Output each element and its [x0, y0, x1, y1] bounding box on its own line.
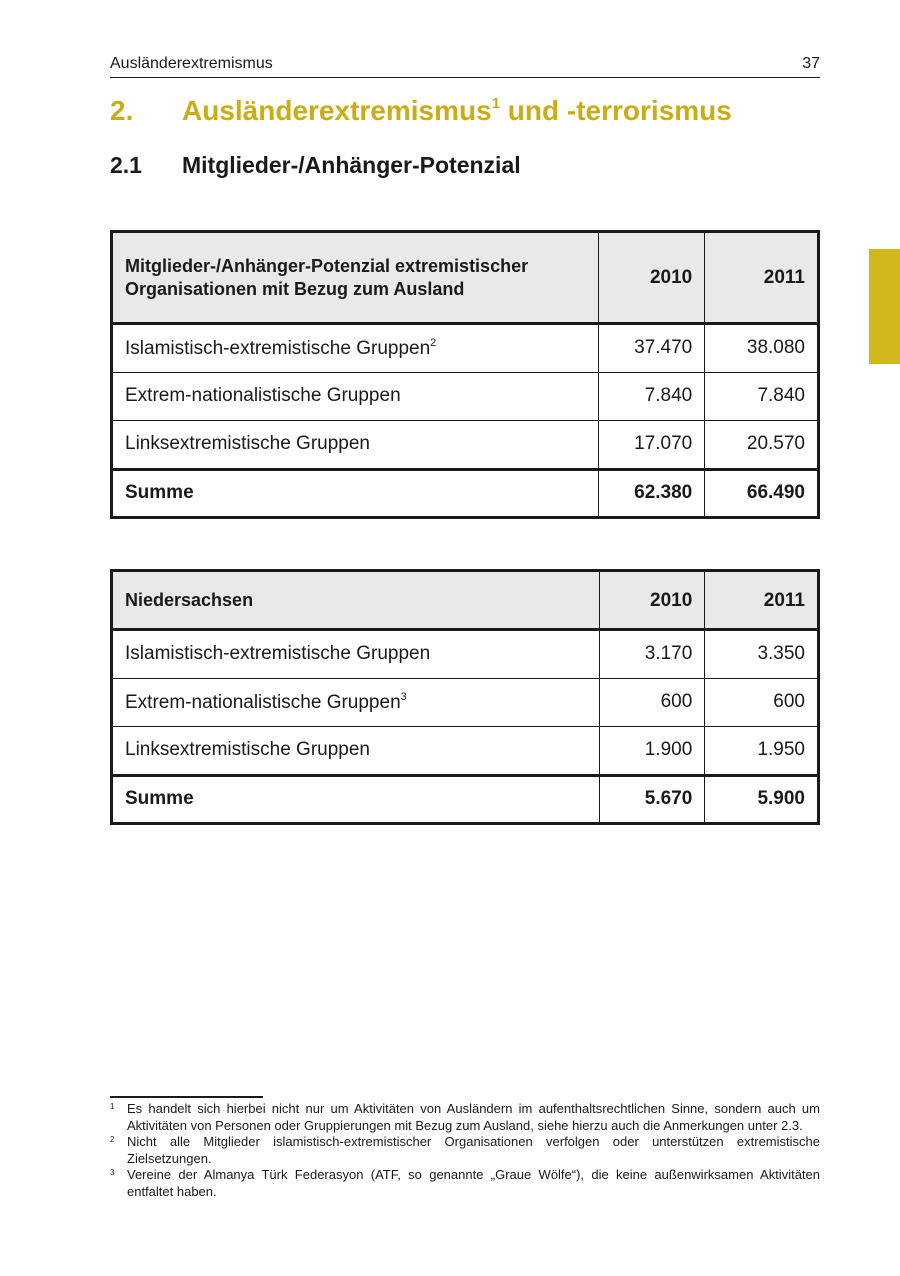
running-head-title: Ausländerextremismus: [110, 55, 273, 72]
value-2010: 7.840: [599, 372, 705, 421]
table-sum-row: [112, 775, 819, 824]
row-label: Extrem-nationalistische Gruppen: [112, 372, 599, 421]
footnote-divider: [110, 1096, 263, 1098]
value-2010: 37.470: [599, 324, 705, 373]
footnotes: [110, 1101, 820, 1200]
footnote-text: Nicht alle Mitglieder islamistisch-extremistischer Organisationen verfolgen oder unterstützen extremistische Zielsetzungen.: [127, 1134, 820, 1166]
value-2011: 7.840: [705, 372, 819, 421]
footnote-mark: 1: [110, 1102, 115, 1111]
row-label: Islamistisch-extremistische Gruppen$^2$: [112, 324, 599, 373]
footnote-ref-2[interactable]: 2: [430, 336, 437, 349]
table-row: [112, 678, 819, 727]
table-row: [112, 324, 819, 373]
page-number: 37: [802, 55, 820, 72]
value-2011: 600: [705, 678, 819, 727]
chapter-title-rest: und -terrorismus: [500, 95, 732, 126]
footnote-ref-1[interactable]: 1: [491, 95, 501, 112]
sum-2011: 66.490: [705, 469, 819, 518]
table-sum-row: [112, 469, 819, 518]
section-title: Mitglieder-/Anhänger-Potenzial: [182, 152, 521, 178]
header-label: Niedersachsen: [112, 571, 600, 630]
header-2010: 2010: [599, 571, 705, 630]
row-label: Linksextremistische Gruppen: [112, 421, 599, 470]
section-heading: [110, 150, 521, 180]
value-2011: 3.350: [705, 630, 819, 679]
table-header-row: [112, 232, 819, 324]
value-2011: 20.570: [705, 421, 819, 470]
sum-label: Summe: [112, 469, 599, 518]
table-row: [112, 372, 819, 421]
footnote: [110, 1134, 820, 1167]
row-label: Extrem-nationalistische Gruppen$^3$: [112, 678, 600, 727]
header-2011: 2011: [705, 571, 819, 630]
footnote-text: Es handelt sich hierbei nicht nur um Aktivitäten von Ausländern im aufenthaltsrechtlichen Sinne, sondern auch um Aktivitäten von Personen oder Gruppierungen mit Bezug zum Ausland, siehe hierzu auch die Anmerkungen unter 2.3.: [127, 1101, 820, 1133]
table-row: [112, 630, 819, 679]
sum-2011: 5.900: [705, 775, 819, 824]
value-2011: 1.950: [705, 727, 819, 776]
footnote-text: Vereine der Almanya Türk Federasyon (ATF, so genannte „Graue Wölfe“), die keine außenwirksamen Aktivitäten entfaltet haben.: [127, 1167, 820, 1199]
table-header-row: [112, 571, 819, 630]
footnote: [110, 1167, 820, 1200]
potential-table-ausland: [110, 230, 820, 519]
sum-2010: 62.380: [599, 469, 705, 518]
header-2010: 2010: [599, 232, 705, 324]
footnote-mark: 3: [110, 1168, 115, 1177]
table-row: [112, 421, 819, 470]
chapter-heading: [110, 86, 732, 129]
footnote-ref-3[interactable]: 3: [400, 690, 407, 703]
value-2010: 3.170: [599, 630, 705, 679]
sum-2010: 5.670: [599, 775, 705, 824]
chapter-title: Ausländerextremismus: [182, 95, 492, 126]
header-label: Mitglieder-/Anhänger-Potenzial extremistischer Organisationen mit Bezug zum Ausland: [112, 232, 599, 324]
header-2011: 2011: [705, 232, 819, 324]
row-label: Linksextremistische Gruppen: [112, 727, 600, 776]
value-2010: 1.900: [599, 727, 705, 776]
chapter-number: 2.: [110, 95, 134, 126]
footnote: [110, 1101, 820, 1134]
section-number: 2.1: [110, 152, 142, 178]
chapter-side-tab: [869, 249, 900, 364]
value-2011: 38.080: [705, 324, 819, 373]
sum-label: Summe: [112, 775, 600, 824]
footnote-mark: 2: [110, 1135, 115, 1144]
potential-table-niedersachsen: [110, 569, 820, 825]
value-2010: 600: [599, 678, 705, 727]
table-row: [112, 727, 819, 776]
row-label: Islamistisch-extremistische Gruppen: [112, 630, 600, 679]
running-head: [110, 54, 820, 78]
value-2010: 17.070: [599, 421, 705, 470]
